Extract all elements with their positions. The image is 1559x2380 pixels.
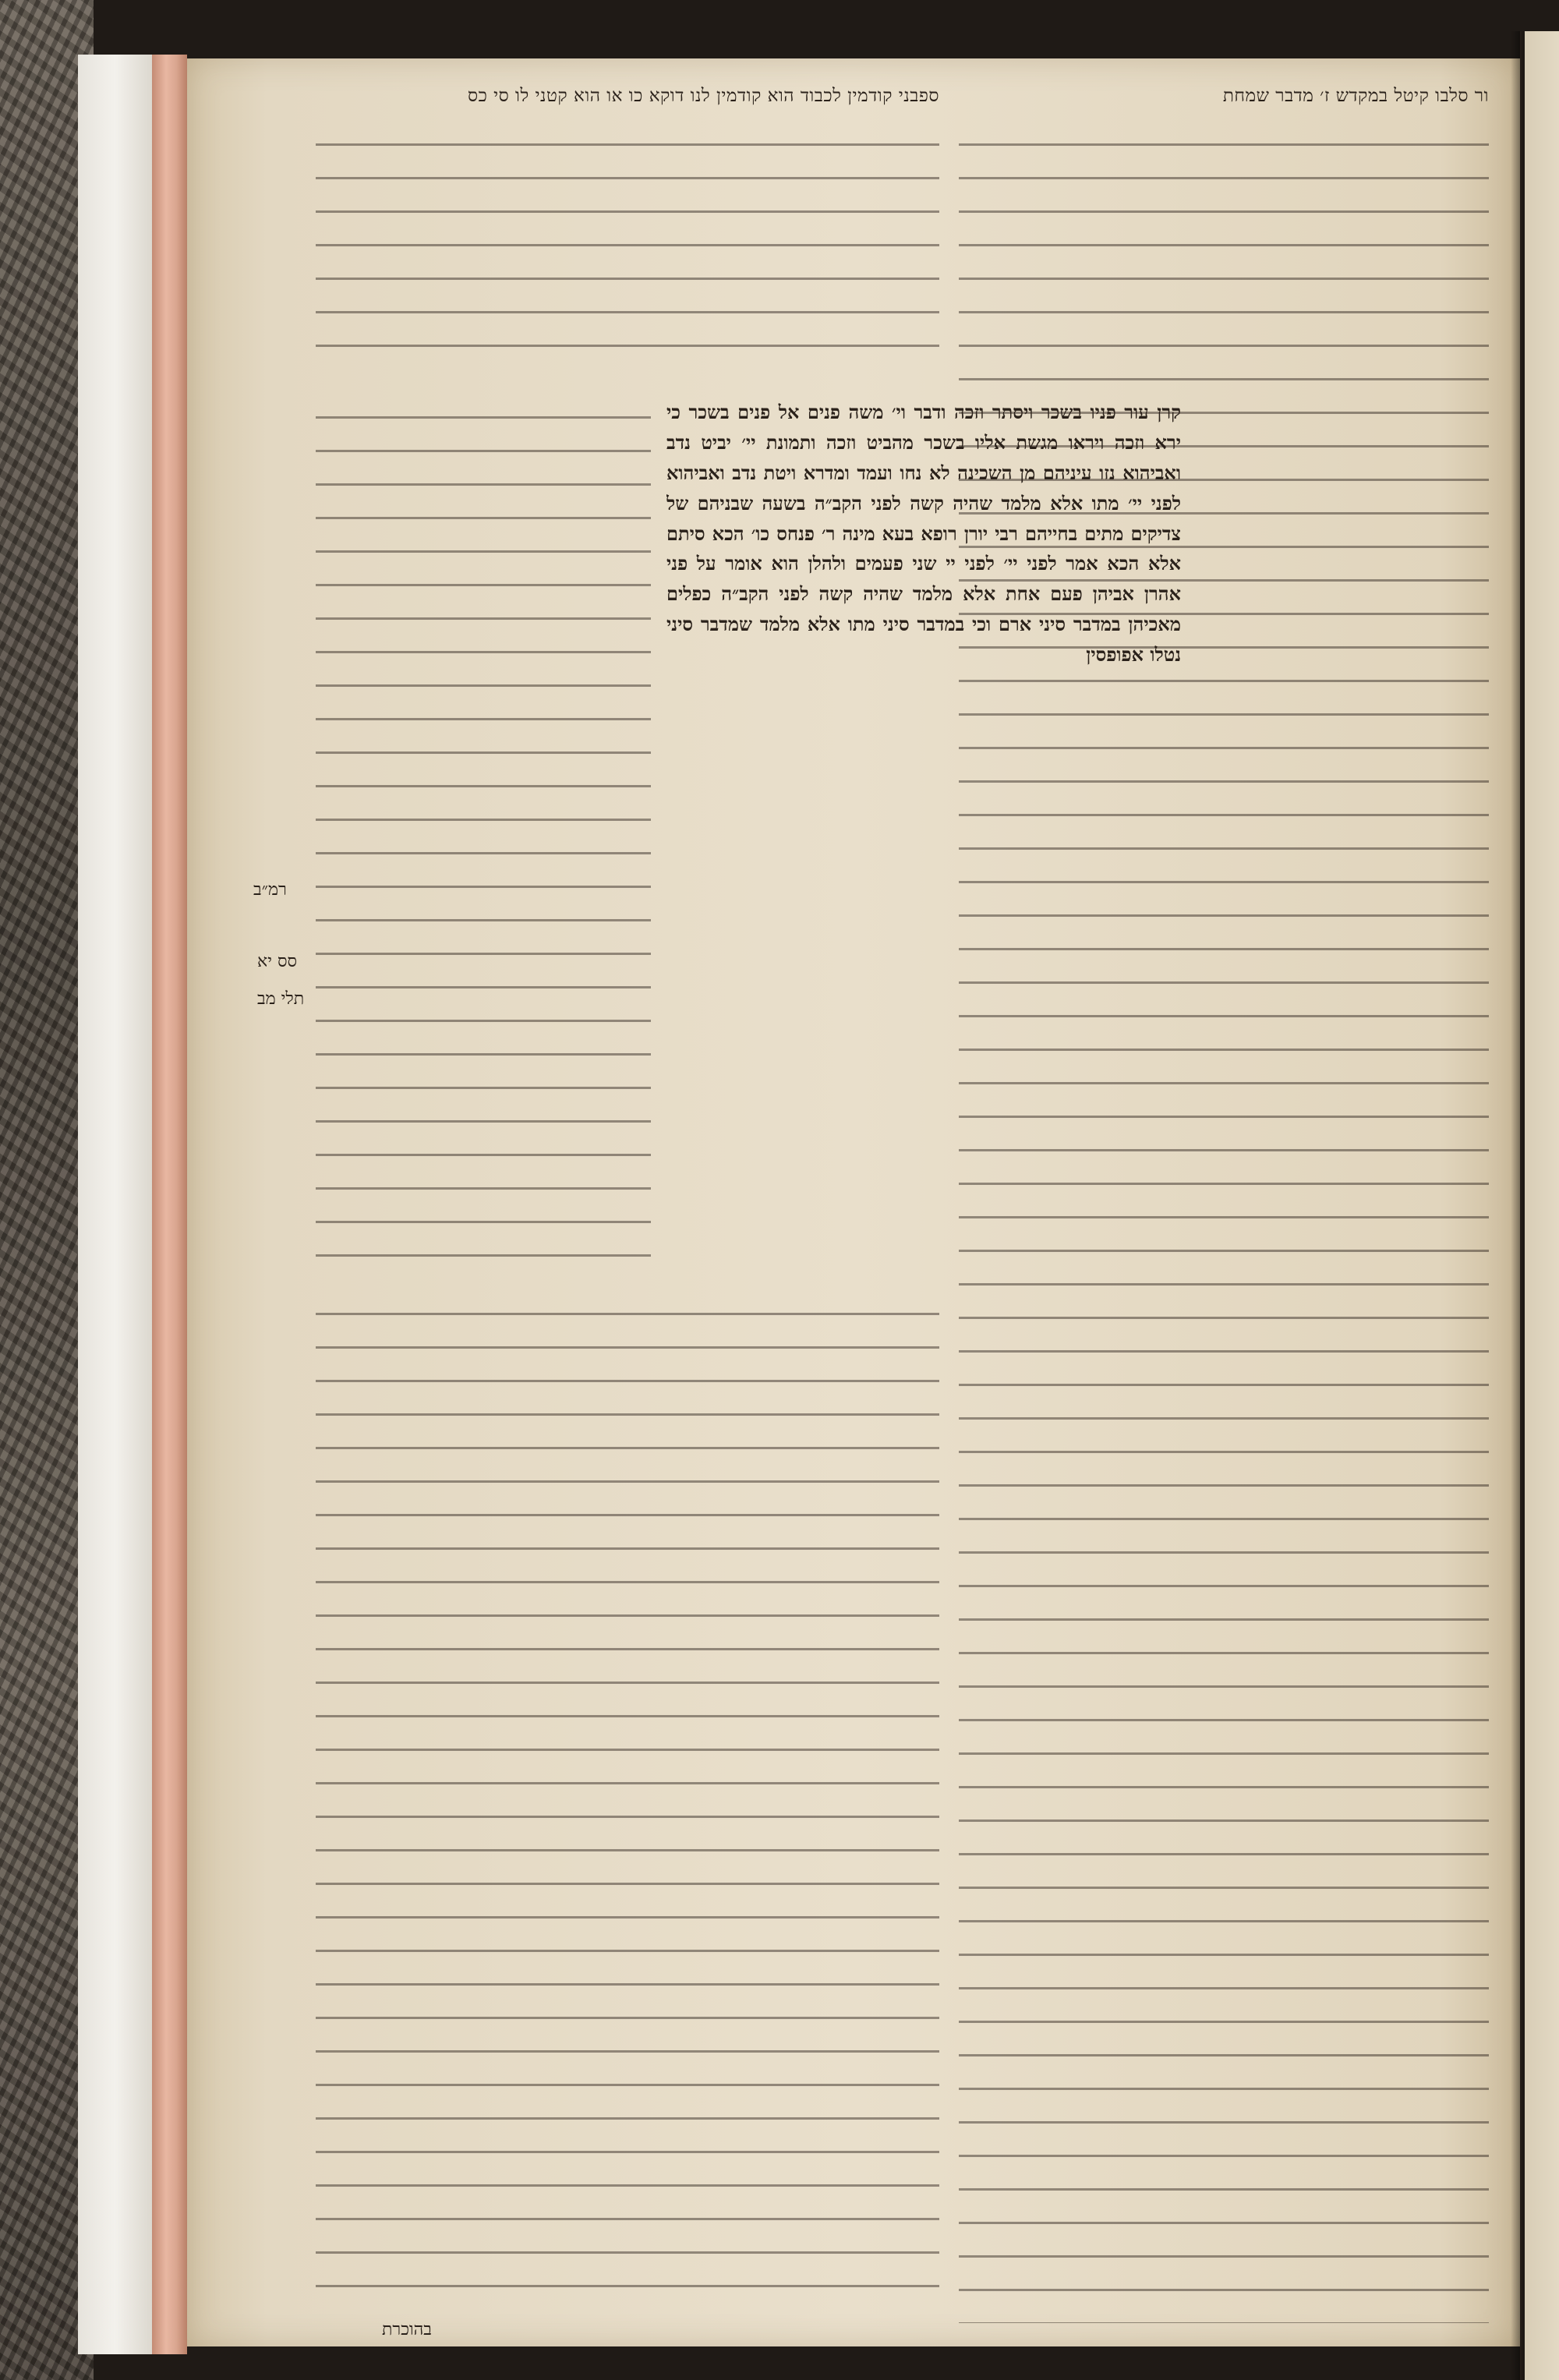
main-text-block: קרן עור פניו בשכר ויסתר וזכה ודבר וי׳ משה פנים אל פנים בשכר כי ירא וזכה ויראו מגשת אליו בשכר מהביט וזכה ותמונת יי׳ יביט נדב ואביהוא נזו עיניהם מן השכינה לא נחו ועמד ומדרא ויטת נדב ואביהוא לפני יי׳ מתו אלא מלמד שהיה קשה לפני הקב״ה בשעה שבניהם של צדיקים מתים בחייהם רבי יורן רופא בעא מינה ר׳ פנחס כו׳ הכא סיתם אלא הכא אמר לפני יי׳ לפני יי שני פעמים ולהלן הוא אומר על פני אהרן אביהן פעם אחת אלא מלמד שהיה קשה לפני הקב״ה כפלים מאכיהן במדבר סיני ארם וכי במדבר סיני מתו אלא מלמד שמדבר סיני נטלו אפופסין [666, 401, 1181, 666]
right-column-commentary [959, 117, 1489, 2323]
facing-page-edge [1520, 31, 1559, 2380]
right-column-top-line: ור סלבו קיטל במקדש ז׳ מדבר שמחת [1222, 86, 1489, 106]
margin-note-3: תלי מב [257, 989, 305, 1009]
margin-note-1: רמ״ב [253, 880, 287, 900]
pastedown-paper [78, 55, 152, 2354]
left-column-commentary-side [316, 390, 651, 1278]
catchword: בהוכרת [382, 2320, 432, 2339]
left-column-commentary-lower [316, 1286, 939, 2323]
margin-note-2: סס יא [257, 952, 297, 971]
left-column-top-line: ספבני קודמין לכבוד הוא קודמין לנו דוקא כו או הוא קטני לו סי כס [468, 86, 939, 106]
left-column-commentary-upper [316, 117, 939, 374]
page-edge [152, 55, 187, 2354]
gutter-shadow [1511, 31, 1525, 2380]
